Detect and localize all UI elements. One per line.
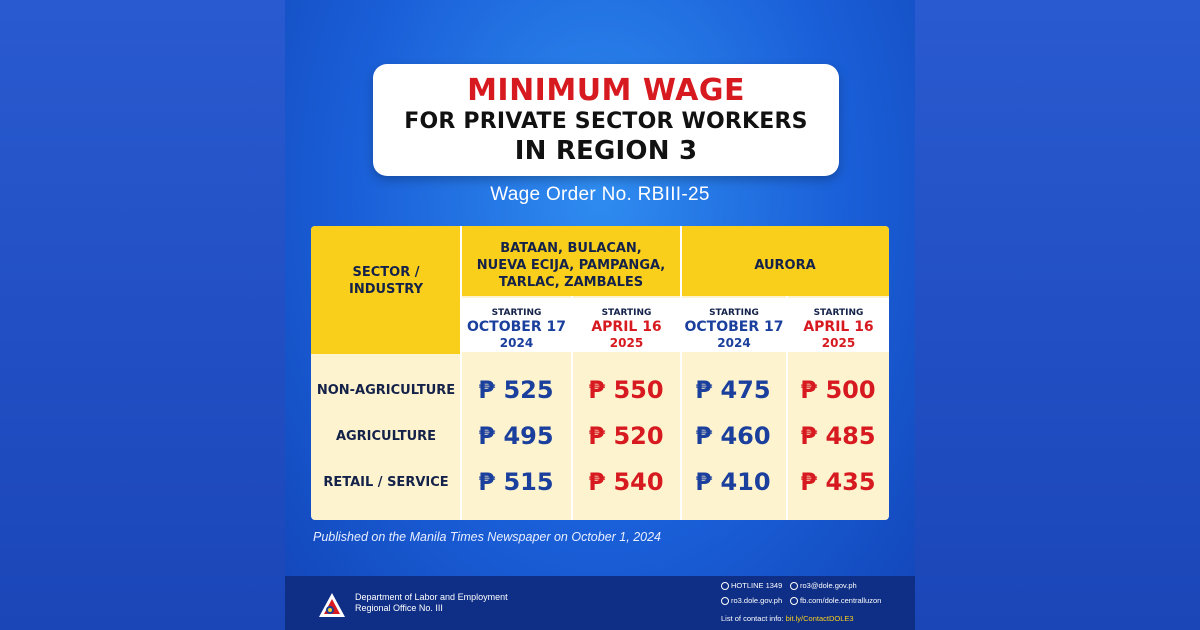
contact-info — [721, 614, 854, 623]
title-line-2: FOR PRIVATE SECTOR WORKERS — [404, 109, 808, 134]
footer-bar — [285, 576, 915, 630]
title-box — [373, 64, 839, 176]
date-month: APRIL 16 — [591, 319, 662, 335]
date-cell-3 — [682, 298, 786, 352]
wage-value: ₱ 435 — [800, 468, 876, 496]
title-line-3: IN REGION 3 — [514, 136, 698, 166]
left-background — [0, 0, 285, 630]
right-background — [915, 0, 1200, 630]
date-month: APRIL 16 — [803, 319, 874, 335]
wage-value: ₱ 495 — [478, 422, 554, 450]
facebook-text[interactable]: fb.com/dole.centralluzon — [800, 596, 882, 605]
date-year: 2025 — [821, 336, 856, 350]
wage-value: ₱ 515 — [478, 468, 554, 496]
email[interactable] — [790, 581, 857, 590]
wage-value: ₱ 540 — [588, 468, 664, 496]
wage-value: ₱ 525 — [478, 376, 554, 404]
sector-header-cell — [311, 296, 461, 354]
date-starting-label: STARTING — [709, 308, 759, 318]
date-starting-label: STARTING — [813, 308, 864, 318]
date-cell-4 — [788, 298, 889, 352]
hotline — [721, 581, 782, 590]
published-note: Published on the Manila Times Newspaper on October 1, 2024 — [313, 530, 662, 544]
contact-label: List of contact info: — [721, 614, 784, 623]
date-year: 2025 — [609, 336, 644, 350]
date-cell-1 — [462, 298, 571, 352]
dole-logo — [317, 591, 347, 621]
title-line-1: MINIMUM WAGE — [467, 73, 745, 108]
wage-value: ₱ 410 — [695, 468, 771, 496]
row-label-non-agriculture: NON-AGRICULTURE — [316, 383, 456, 398]
website[interactable] — [721, 596, 782, 605]
globe-icon — [721, 597, 729, 605]
group1-line-1: BATAAN, BULACAN, — [500, 241, 642, 256]
department-name — [355, 592, 508, 614]
wage-table — [311, 226, 889, 520]
wage-value: ₱ 485 — [800, 422, 876, 450]
wage-poster — [285, 0, 915, 630]
column-divider — [571, 296, 573, 520]
row-label-retail-service: RETAIL / SERVICE — [323, 475, 449, 490]
wage-value: ₱ 460 — [695, 422, 771, 450]
date-year: 2024 — [499, 336, 534, 350]
date-starting-label: STARTING — [491, 308, 542, 318]
contact-link[interactable]: bit.ly/ContactDOLE3 — [785, 614, 854, 623]
hotline-text: HOTLINE 1349 — [731, 581, 783, 590]
group1-line-3: TARLAC, ZAMBALES — [498, 275, 644, 290]
phone-icon — [721, 582, 729, 590]
column-divider — [680, 226, 682, 520]
website-text[interactable]: ro3.dole.gov.ph — [731, 596, 783, 605]
sector-header-line-1: SECTOR / — [352, 265, 420, 280]
facebook[interactable] — [790, 596, 881, 605]
group-header-aurora: AURORA — [754, 258, 816, 273]
wage-value: ₱ 500 — [800, 376, 876, 404]
sector-header-line-2: INDUSTRY — [348, 282, 423, 297]
department-line-2: Regional Office No. III — [355, 603, 443, 613]
department-line-1: Department of Labor and Employment — [355, 592, 508, 602]
wage-value: ₱ 520 — [588, 422, 664, 450]
date-year: 2024 — [717, 336, 751, 350]
wage-order-number: Wage Order No. RBIII-25 — [490, 184, 710, 205]
group-header-provinces — [461, 240, 681, 291]
date-starting-label: STARTING — [601, 308, 652, 318]
wage-value: ₱ 475 — [695, 376, 771, 404]
row-label-agriculture: AGRICULTURE — [335, 429, 437, 444]
date-month: OCTOBER 17 — [467, 319, 566, 335]
date-cell-2 — [573, 298, 680, 352]
email-text[interactable]: ro3@dole.gov.ph — [800, 581, 857, 590]
wage-value: ₱ 550 — [588, 376, 664, 404]
group1-line-2: NUEVA ECIJA, PAMPANGA, — [476, 258, 666, 273]
sector-header — [311, 264, 461, 298]
date-month: OCTOBER 17 — [684, 319, 784, 335]
mail-icon — [790, 582, 798, 590]
facebook-icon — [790, 597, 798, 605]
